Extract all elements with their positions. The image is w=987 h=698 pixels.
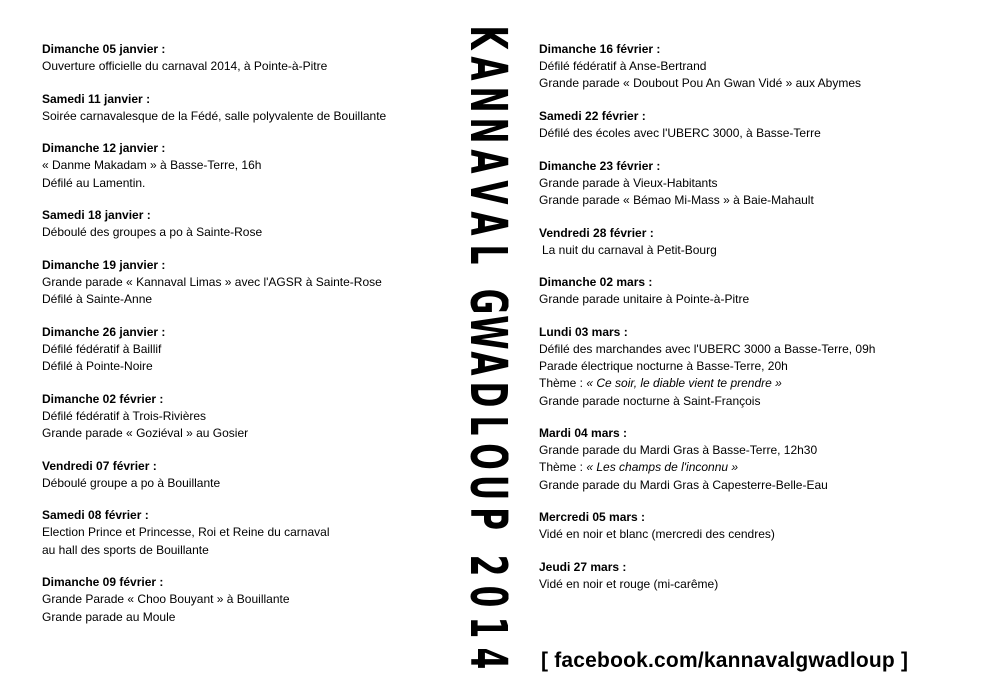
- event-detail: [539, 375, 959, 392]
- title-word: [457, 286, 517, 534]
- event-detail-text: Grande parade au Moule: [42, 609, 176, 624]
- event-date: Dimanche 12 janvier :: [42, 141, 166, 156]
- event-detail: [42, 175, 442, 192]
- event-detail: [42, 358, 442, 375]
- event-detail: [539, 341, 959, 358]
- title-letter: A: [457, 149, 517, 174]
- event-date: Dimanche 26 janvier :: [42, 324, 166, 339]
- title-letter: P: [457, 507, 517, 530]
- event-date: Samedi 11 janvier :: [42, 91, 151, 106]
- event-date: Vendredi 28 février :: [539, 225, 654, 240]
- title-letter: A: [457, 56, 517, 81]
- event-detail: [539, 75, 959, 92]
- event-detail-text: Défilé fédératif à Trois-Rivières: [42, 408, 207, 423]
- event-date: Dimanche 16 février :: [539, 42, 661, 56]
- event-detail: [539, 576, 959, 593]
- event-detail-text: Défilé à Pointe-Noire: [42, 359, 153, 374]
- event-date: Samedi 22 février :: [539, 108, 646, 123]
- event-detail-text: Soirée carnavalesque de la Fédé, salle polyvalente de Bouillante: [42, 108, 387, 123]
- title-letter: 2: [457, 554, 517, 577]
- event-detail-text: Grande Parade « Choo Bouyant » à Bouillante: [42, 592, 290, 607]
- event-detail-text: Parade électrique nocturne à Basse-Terre, 20h: [539, 359, 788, 374]
- event-detail: [42, 274, 442, 291]
- event-detail: [539, 192, 959, 209]
- event-detail: [539, 526, 959, 543]
- event-detail: [42, 58, 442, 75]
- event-detail-text: La nuit du carnaval à Petit-Bourg: [542, 242, 717, 257]
- event-detail-text: Grande parade à Vieux-Habitants: [539, 175, 718, 190]
- event-theme: « Les champs de l'inconnu »: [586, 460, 739, 475]
- event-detail: [42, 591, 442, 608]
- event-date: Jeudi 27 mars :: [539, 560, 627, 575]
- event-detail-text: Grande parade du Mardi Gras à Capesterre-Belle-Eau: [539, 477, 828, 492]
- event-detail: [42, 341, 442, 358]
- event-detail: [539, 393, 959, 410]
- event-entry: [539, 41, 959, 92]
- event-detail-text: Grande parade unitaire à Pointe-à-Pitre: [539, 292, 750, 307]
- title-letter: N: [457, 86, 517, 113]
- event-date: Dimanche 02 mars :: [539, 275, 653, 290]
- event-entry: [42, 574, 442, 625]
- event-detail: [539, 291, 959, 308]
- event-date: Dimanche 19 janvier :: [42, 258, 166, 273]
- event-detail: [539, 442, 959, 459]
- event-date: Samedi 18 janvier :: [42, 208, 151, 223]
- event-entry: [539, 324, 959, 410]
- event-detail-text: Défilé fédératif à Anse-Bertrand: [539, 59, 707, 73]
- event-date: Dimanche 05 janvier :: [42, 42, 166, 56]
- event-date: Mercredi 05 mars :: [539, 510, 646, 525]
- event-entry: [42, 391, 442, 442]
- event-entry: [42, 324, 442, 375]
- title-letter: A: [457, 211, 517, 236]
- event-detail: [539, 242, 959, 259]
- title-letter: W: [457, 315, 517, 350]
- title-letter: 1: [457, 616, 517, 639]
- event-detail-text: Défilé des marchandes avec l'UBERC 3000 a Basse-Terre, 09h: [539, 341, 876, 356]
- event-detail-text: Thème :: [539, 376, 587, 391]
- event-detail-text: Déboulé des groupes a po à Sainte-Rose: [42, 225, 263, 240]
- event-detail-text: Grande parade nocturne à Saint-François: [539, 393, 761, 408]
- event-detail-text: Grande parade du Mardi Gras à Basse-Terre, 12h30: [539, 443, 818, 458]
- event-date: Dimanche 23 février :: [539, 158, 661, 173]
- event-detail: [42, 408, 442, 425]
- event-entry: [42, 41, 442, 75]
- vertical-title: [457, 22, 517, 674]
- event-detail-text: Grande parade « Bémao Mi-Mass » à Baie-Mahault: [539, 192, 814, 207]
- event-detail-text: Grande parade « Kannaval Limas » avec l'AGSR à Sainte-Rose: [42, 275, 382, 290]
- event-entry: [42, 140, 442, 191]
- event-detail: [42, 425, 442, 442]
- event-detail: [539, 175, 959, 192]
- event-theme: « Ce soir, le diable vient te prendre »: [586, 376, 782, 391]
- event-entry: [539, 274, 959, 308]
- event-date: Samedi 08 février :: [42, 508, 149, 523]
- title-letter: U: [457, 474, 517, 501]
- left-events-column: [42, 41, 442, 641]
- event-entry: [42, 507, 442, 558]
- event-date: Lundi 03 mars :: [539, 324, 628, 339]
- title-letter: V: [457, 180, 517, 205]
- event-detail-text: Thème :: [539, 460, 587, 475]
- event-detail-text: Défilé à Sainte-Anne: [42, 292, 153, 307]
- event-date: Dimanche 02 février :: [42, 391, 164, 406]
- event-detail-text: Défilé fédératif à Baillif: [42, 341, 162, 356]
- event-detail: [539, 58, 959, 75]
- title-letter: 0: [457, 585, 517, 608]
- event-entry: [42, 458, 442, 492]
- event-detail: [42, 291, 442, 308]
- event-detail: [42, 524, 442, 541]
- event-entry: [42, 257, 442, 308]
- event-detail: [539, 477, 959, 494]
- title-letter: D: [457, 381, 517, 408]
- event-detail: [539, 358, 959, 375]
- event-entry: [539, 559, 959, 593]
- event-date: Mardi 04 mars :: [539, 426, 628, 441]
- event-detail: [42, 542, 442, 559]
- event-detail: [42, 224, 442, 241]
- event-detail-text: Défilé au Lamentin.: [42, 175, 146, 190]
- title-letter: O: [457, 443, 517, 470]
- event-detail: [42, 157, 442, 174]
- event-detail-text: Ouverture officielle du carnaval 2014, à Pointe-à-Pitre: [42, 59, 328, 73]
- event-detail-text: Défilé des écoles avec l'UBERC 3000, à Basse-Terre: [539, 125, 821, 140]
- title-letter: K: [457, 25, 517, 50]
- event-detail-text: Vidé en noir et blanc (mercredi des cendres): [539, 527, 775, 542]
- event-entry: [539, 158, 959, 209]
- event-detail: [539, 459, 959, 476]
- event-date: Dimanche 09 février :: [42, 575, 164, 590]
- facebook-link[interactable]: [ facebook.com/kannavalgwadloup ]: [541, 649, 909, 672]
- event-detail-text: Grande parade « Goziéval » au Gosier: [42, 426, 249, 441]
- event-entry: [539, 425, 959, 494]
- title-letter: N: [457, 117, 517, 144]
- event-detail-text: Grande parade « Doubout Pou An Gwan Vidé » aux Abymes: [539, 76, 861, 91]
- title-letter: A: [457, 351, 517, 376]
- event-detail: [42, 108, 442, 125]
- event-detail: [42, 609, 442, 626]
- event-entry: [539, 225, 959, 259]
- title-letter: L: [457, 415, 517, 436]
- event-entry: [42, 207, 442, 241]
- title-letter: G: [457, 288, 517, 315]
- title-letter: L: [457, 244, 517, 265]
- event-detail-text: Déboulé groupe a po à Bouillante: [42, 475, 221, 490]
- event-detail-text: au hall des sports de Bouillante: [42, 542, 209, 557]
- event-detail: [42, 475, 442, 492]
- event-entry: [539, 108, 959, 142]
- title-word: [457, 550, 517, 674]
- event-detail-text: Election Prince et Princesse, Roi et Reine du carnaval: [42, 525, 330, 540]
- event-date: Vendredi 07 février :: [42, 458, 157, 473]
- event-detail: [539, 125, 959, 142]
- event-entry: [539, 509, 959, 543]
- title-word: [457, 22, 517, 270]
- event-detail-text: Vidé en noir et rouge (mi-carême): [539, 577, 719, 592]
- right-events-column: [539, 41, 959, 609]
- event-entry: [42, 91, 442, 125]
- title-letter: 4: [457, 647, 517, 670]
- event-detail-text: « Danme Makadam » à Basse-Terre, 16h: [42, 158, 262, 173]
